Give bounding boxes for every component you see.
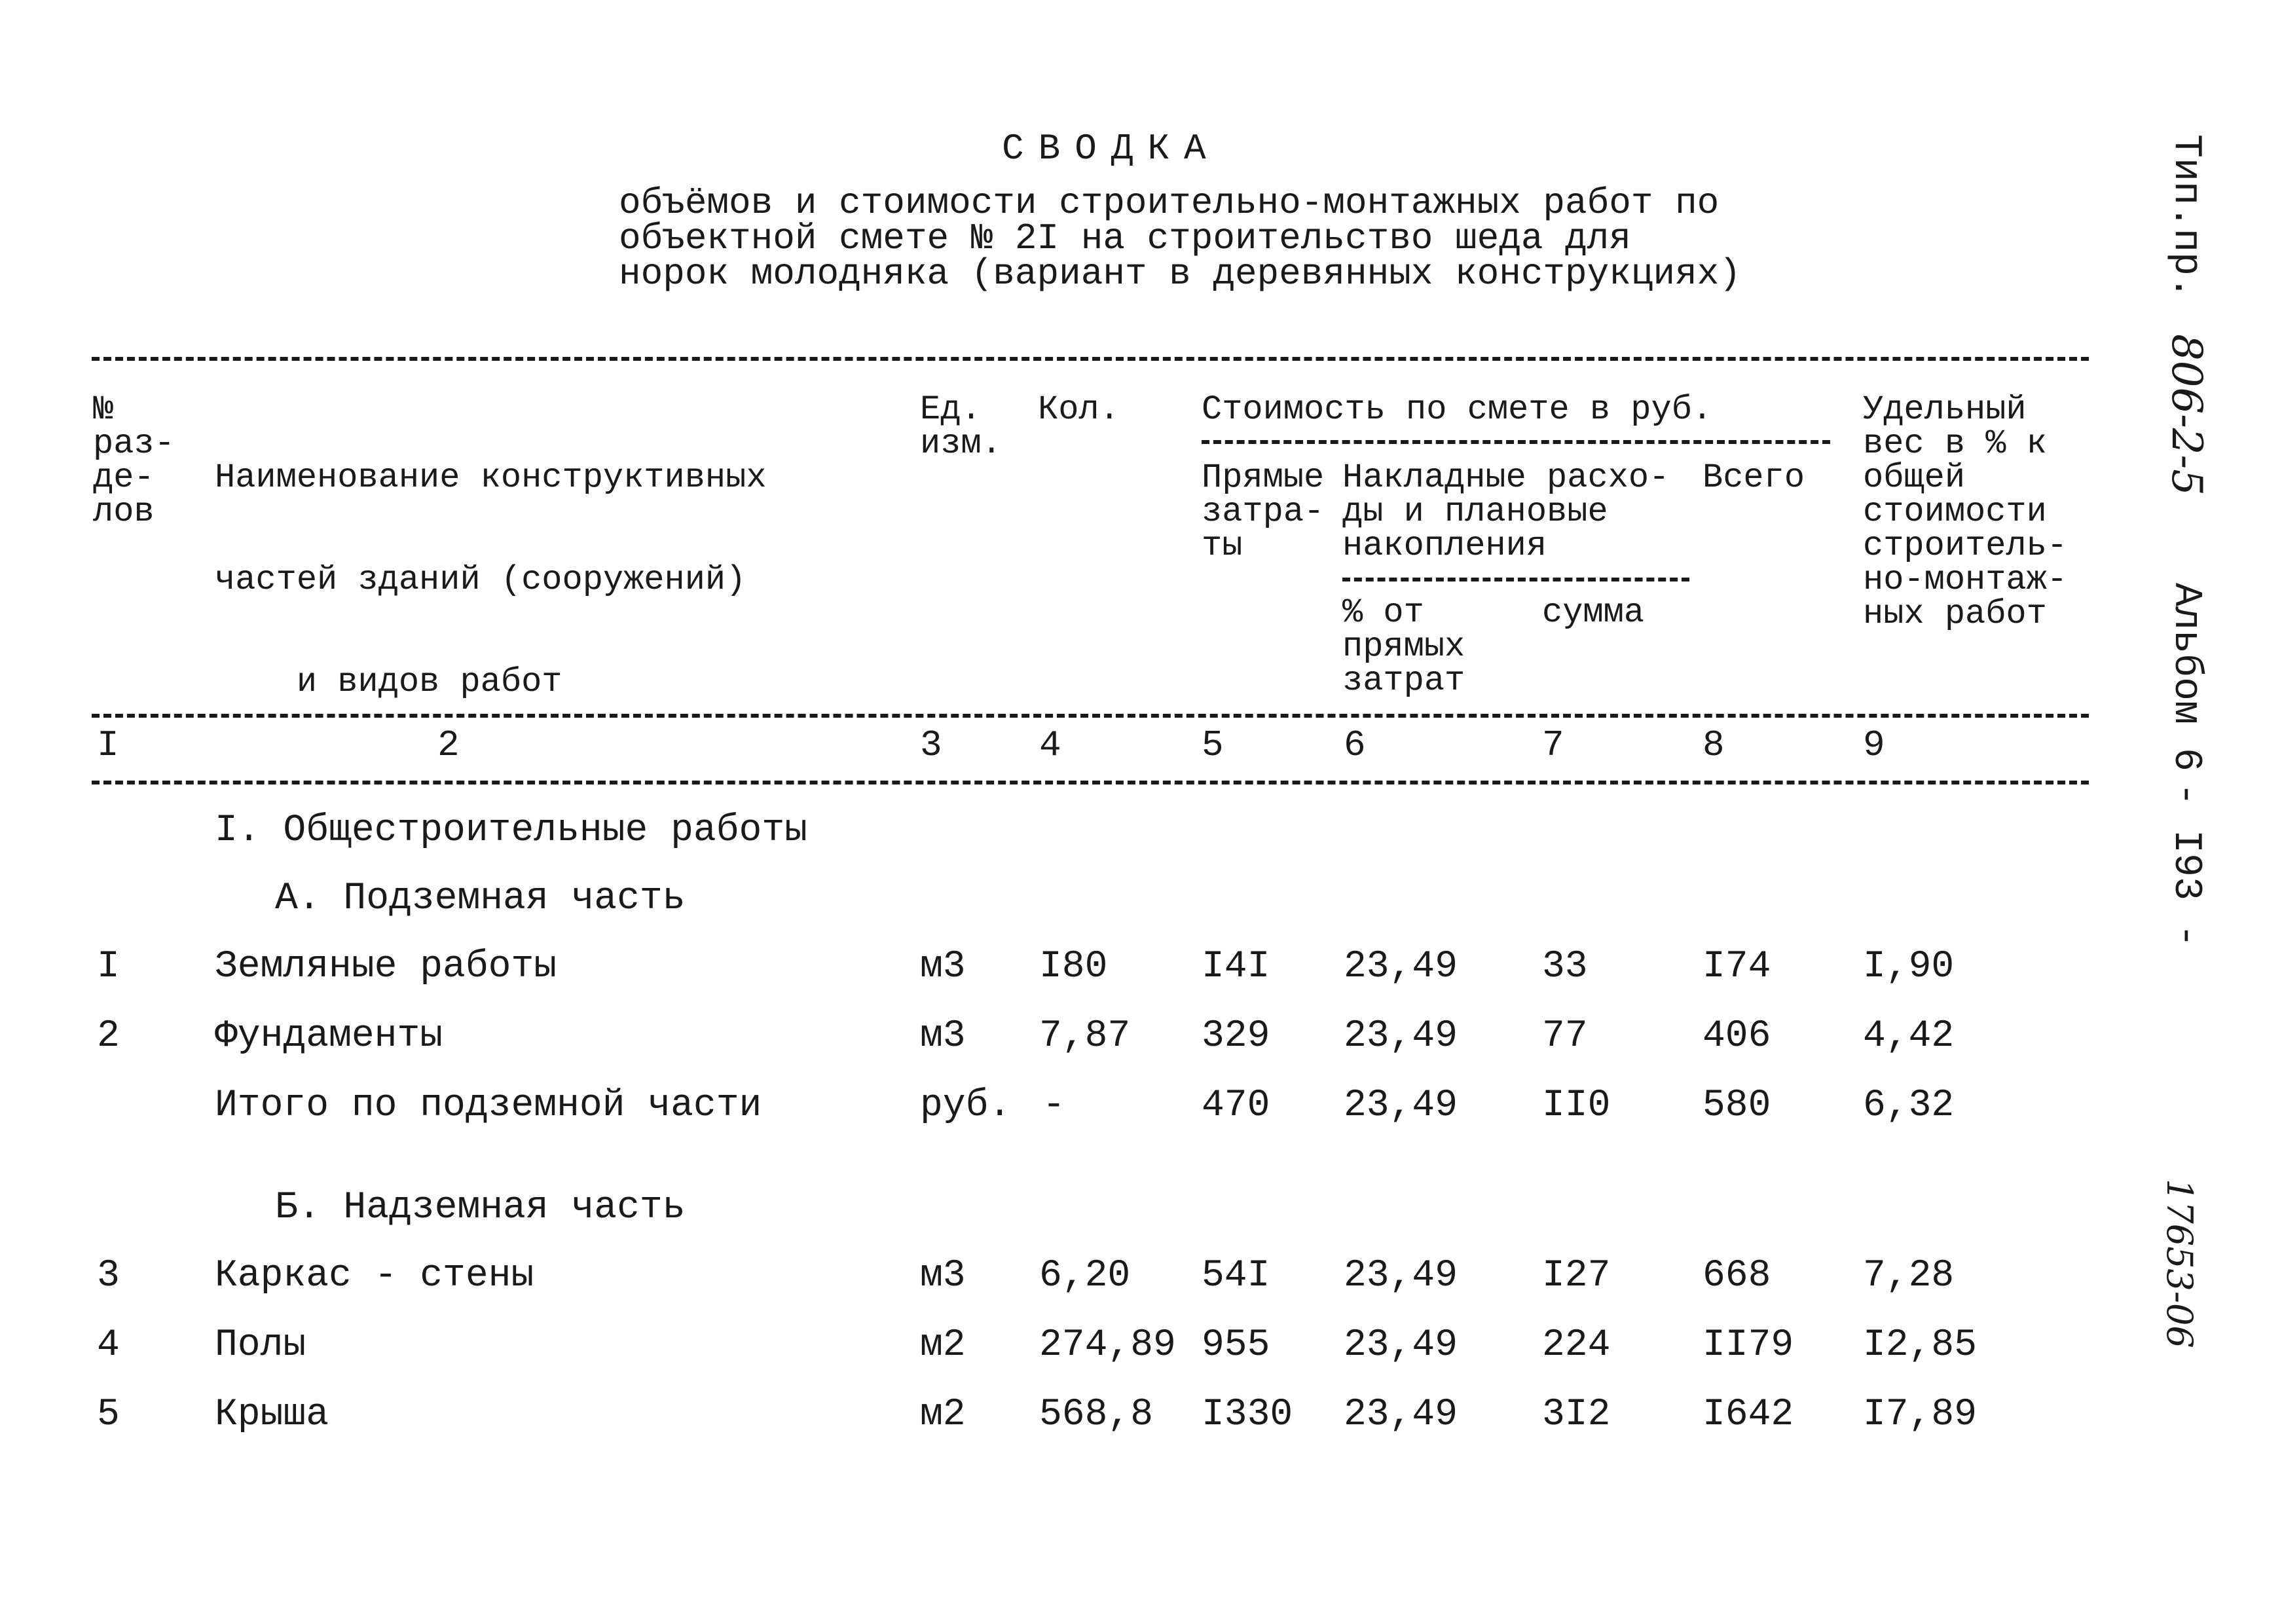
row-share: I2,85 [1863,1324,1978,1367]
row-total: 580 [1702,1084,1771,1127]
column-numbers-rule [92,781,2089,784]
row-percent: 23,49 [1344,1255,1458,1297]
side-project-label: Тип.пр. [2163,134,2208,300]
row-number: 3 [97,1255,120,1297]
document-title: СВОДКА [1002,128,1221,170]
header-overhead-group: Накладные расхо- ды и плановые накопления [1342,458,1670,565]
row-total: II79 [1702,1324,1794,1367]
row-direct: 955 [1202,1324,1270,1367]
row-qty: - [1042,1084,1065,1127]
row-qty: 274,89 [1039,1324,1176,1367]
row-direct: 329 [1202,1015,1270,1058]
row-direct: I330 [1202,1393,1293,1436]
row-percent: 23,49 [1344,1324,1458,1367]
row-unit: руб. [920,1084,1012,1127]
colnum-3: 3 [920,724,942,766]
header-col-direct: Прямые затра- ты [1202,458,1325,565]
colnum-2: 2 [437,724,460,766]
row-direct: 54I [1202,1255,1270,1297]
row-number: I [97,946,120,988]
row-qty: 7,87 [1039,1015,1131,1058]
colnum-8: 8 [1702,724,1725,766]
row-share: 4,42 [1863,1015,1955,1058]
row-unit: м3 [920,1255,966,1297]
side-stamp-number: 17653-06 [2159,1179,2200,1348]
row-qty: I80 [1039,946,1108,988]
header-col-qty: Кол. [1038,390,1120,429]
row-name: Земляные работы [215,946,557,988]
row-direct: 470 [1202,1084,1270,1127]
colnum-7: 7 [1542,724,1564,766]
header-col-total: Всего [1702,458,1805,497]
section-underground: А. Подземная часть [275,877,686,920]
row-total: 406 [1702,1015,1771,1058]
row-name: Итого по подземной части [215,1084,762,1127]
header-top-rule [92,357,2089,361]
row-total: I74 [1702,946,1771,988]
colnum-5: 5 [1202,724,1224,766]
header-col-share: Удельный вес в % к общей стоимости строитель- но-монтаж- ных работ [1863,390,2068,633]
row-sum: 3I2 [1542,1393,1611,1436]
row-direct: I4I [1202,946,1270,988]
row-percent: 23,49 [1344,946,1458,988]
row-sum: II0 [1542,1084,1611,1127]
row-unit: м3 [920,946,966,988]
row-share: 7,28 [1863,1255,1955,1297]
side-album: Альбом 6 [2163,583,2208,772]
row-name: Полы [215,1324,306,1367]
row-qty: 568,8 [1039,1393,1154,1436]
row-share: I,90 [1863,946,1955,988]
row-percent: 23,49 [1344,1393,1458,1436]
cost-group-rule [1202,440,1830,444]
row-sum: 33 [1542,946,1588,988]
colnum-4: 4 [1039,724,1061,766]
row-number: 2 [97,1015,120,1058]
row-unit: м2 [920,1393,966,1436]
row-sum: 77 [1542,1015,1588,1058]
subtitle-line-3: норок молодняка (вариант в деревянных конструкциях) [619,253,1741,295]
row-number: 4 [97,1324,120,1367]
header-cost-group: Стоимость по смете в руб. [1202,390,1713,429]
row-qty: 6,20 [1039,1255,1131,1297]
row-name: Каркас - стены [215,1255,534,1297]
row-number: 5 [97,1393,120,1436]
section-general-works: I. Общестроительные работы [215,809,807,852]
row-unit: м2 [920,1324,966,1367]
row-name: Фундаменты [215,1015,443,1058]
header-col-percent: % от прямых затрат [1342,593,1465,700]
colnum-9: 9 [1863,724,1885,766]
row-sum: I27 [1542,1255,1611,1297]
header-col-unit: Ед. изм. [920,390,1002,463]
row-name: Крыша [215,1393,329,1436]
section-aboveground: Б. Надземная часть [275,1187,686,1229]
side-project-code: 806-2-5 [2162,334,2211,496]
colnum-1: I [97,724,119,766]
header-col-name: Наименование конструктивных частей зданий (сооружений) и видов работ [215,458,767,701]
row-share: I7,89 [1863,1393,1978,1436]
row-total: I642 [1702,1393,1794,1436]
row-share: 6,32 [1863,1084,1955,1127]
row-total: 668 [1702,1255,1771,1297]
overhead-group-rule [1342,578,1689,581]
row-sum: 224 [1542,1324,1611,1367]
subtitle-line-2: объектной смете № 2I на строительство шеда для [619,217,1631,259]
row-unit: м3 [920,1015,966,1058]
colnum-6: 6 [1344,724,1366,766]
header-col-sum: сумма [1542,593,1645,632]
row-percent: 23,49 [1344,1015,1458,1058]
header-col-number: № раз- де- лов [93,390,175,531]
row-percent: 23,49 [1344,1084,1458,1127]
subtitle-line-1: объёмов и стоимости строительно-монтажных работ по [619,182,1720,224]
side-page-number: - I93 - [2163,783,2208,948]
